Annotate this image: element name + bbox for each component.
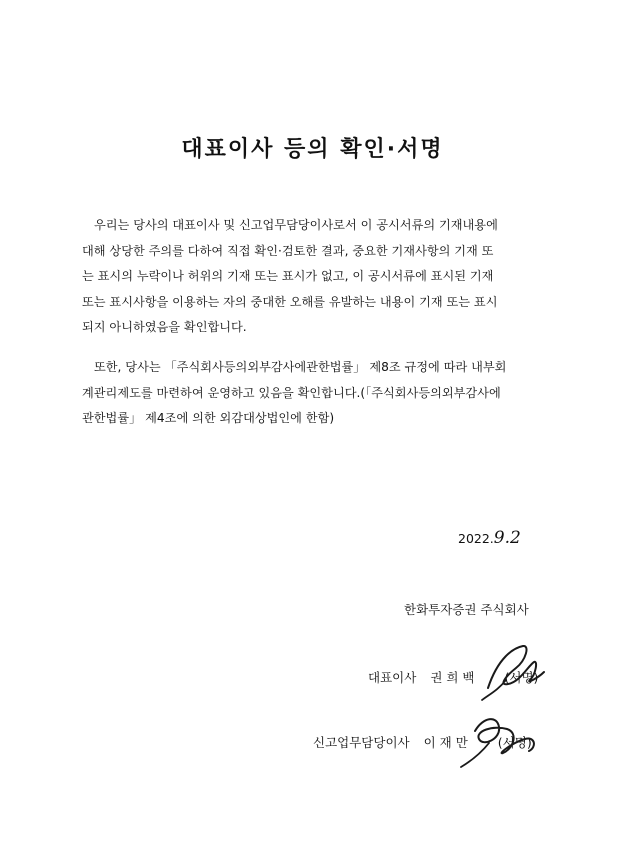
- signer-name: 권 희 백: [430, 670, 475, 685]
- paragraph-line: 계관리제도를 마련하여 운영하고 있음을 확인합니다.(「주식회사등의외부감사에: [82, 385, 501, 400]
- confirmation-paragraph: [82, 213, 552, 341]
- signer-name: 이 재 만: [423, 735, 468, 750]
- paragraph-line: 대해 상당한 주의를 다하여 직접 확인·검토한 결과, 중요한 기재사항의 기재 또: [82, 243, 494, 258]
- paragraph-line: 또한, 당사는 「주식회사등의외부감사에관한법률」 제8조 규정에 따라 내부회: [94, 360, 507, 374]
- signer-role: 대표이사: [368, 670, 417, 685]
- handwritten-signature-ceo: [468, 638, 558, 708]
- internal-control-paragraph: [82, 355, 552, 432]
- paragraph-line: 관한법률」 제4조에 의한 외감대상법인에 한함): [82, 411, 335, 425]
- paragraph-line: 우리는 당사의 대표이사 및 신고업무담당이사로서 이 공시서류의 기재내용에: [94, 218, 498, 232]
- handwritten-signature-officer: [453, 703, 553, 773]
- paragraph-line: 또는 표시사항을 이용하는 자의 중대한 오해를 유발하는 내용이 기재 또는 표시: [82, 294, 498, 309]
- paragraph-line: 되지 아니하였음을 확인합니다.: [82, 320, 247, 334]
- document-title: 대표이사 등의 확인·서명: [181, 137, 444, 162]
- signing-date: [458, 528, 521, 548]
- seal-label: (서명): [504, 670, 539, 685]
- date-printed: 2022.: [458, 531, 494, 546]
- paragraph-line: 는 표시의 누락이나 허위의 기재 또는 표시가 없고, 이 공시서류에 표시된 기재: [82, 269, 494, 283]
- signer-role: 신고업무담당이사: [313, 735, 410, 750]
- seal-label: (서명): [497, 735, 532, 750]
- date-handwritten: 9.2: [493, 528, 521, 548]
- company-name: 한화투자증권 주식회사: [404, 602, 529, 617]
